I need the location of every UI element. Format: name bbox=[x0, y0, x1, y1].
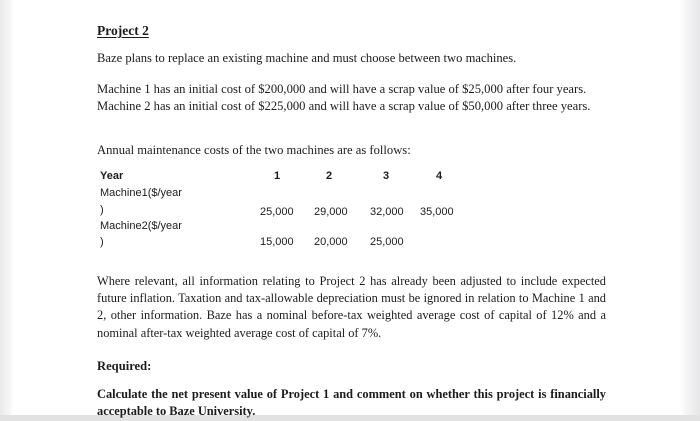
machine2-label: Machine2($/year bbox=[100, 220, 182, 232]
machines-description: Machine 1 has an initial cost of $200,000 and will have a scrap value of $25,000 after four years. Machine 2 has an initial cost of $225,000 and will have a scrap value of $50,000 after three years. bbox=[97, 82, 591, 113]
machine1-label: Machine1($/year bbox=[100, 187, 182, 199]
machine1-year4-cost: 35,000 bbox=[420, 206, 454, 218]
page-edge-right bbox=[680, 0, 700, 421]
maintenance-costs-intro: Annual maintenance costs of the two machines are as follows: bbox=[97, 143, 411, 157]
intro-paragraph: Baze plans to replace an existing machine and must choose between two machines. bbox=[97, 51, 517, 65]
information-paragraph: Where relevant, all information relating to Project 2 has already been adjusted to include expected future inflation. Taxation and tax-allowable depreciation must be ignored in relation to Machine 1 and 2, other information. Baze has a nominal before-tax weighted average cost of capital of 12% and a nominal after-tax weighted average cost of capital of 7%. bbox=[97, 274, 606, 340]
machine1-label-cont: ) bbox=[100, 204, 104, 216]
task-paragraph: Calculate the net present value of Project 1 and comment on whether this project is financially acceptable to Baze University. bbox=[97, 387, 606, 418]
required-heading: Required: bbox=[97, 359, 152, 373]
year-1-header: 1 bbox=[274, 170, 281, 182]
year-3-header: 3 bbox=[383, 170, 390, 182]
year-2-header: 2 bbox=[326, 170, 333, 182]
machine1-year1-cost: 25,000 bbox=[260, 206, 294, 218]
machine2-year1-cost: 15,000 bbox=[260, 236, 294, 248]
maintenance-costs-table bbox=[100, 170, 480, 250]
year-4-header: 4 bbox=[436, 170, 443, 182]
machine1-year2-cost: 29,000 bbox=[314, 206, 348, 218]
year-header: Year bbox=[100, 170, 124, 182]
machine1-year3-cost: 32,000 bbox=[370, 206, 404, 218]
machine2-year3-cost: 25,000 bbox=[370, 236, 404, 248]
machine2-year2-cost: 20,000 bbox=[314, 236, 348, 248]
project-title: Project 2 bbox=[97, 23, 149, 38]
page-edge-left bbox=[0, 0, 14, 421]
machine2-label-cont: ) bbox=[100, 236, 104, 248]
